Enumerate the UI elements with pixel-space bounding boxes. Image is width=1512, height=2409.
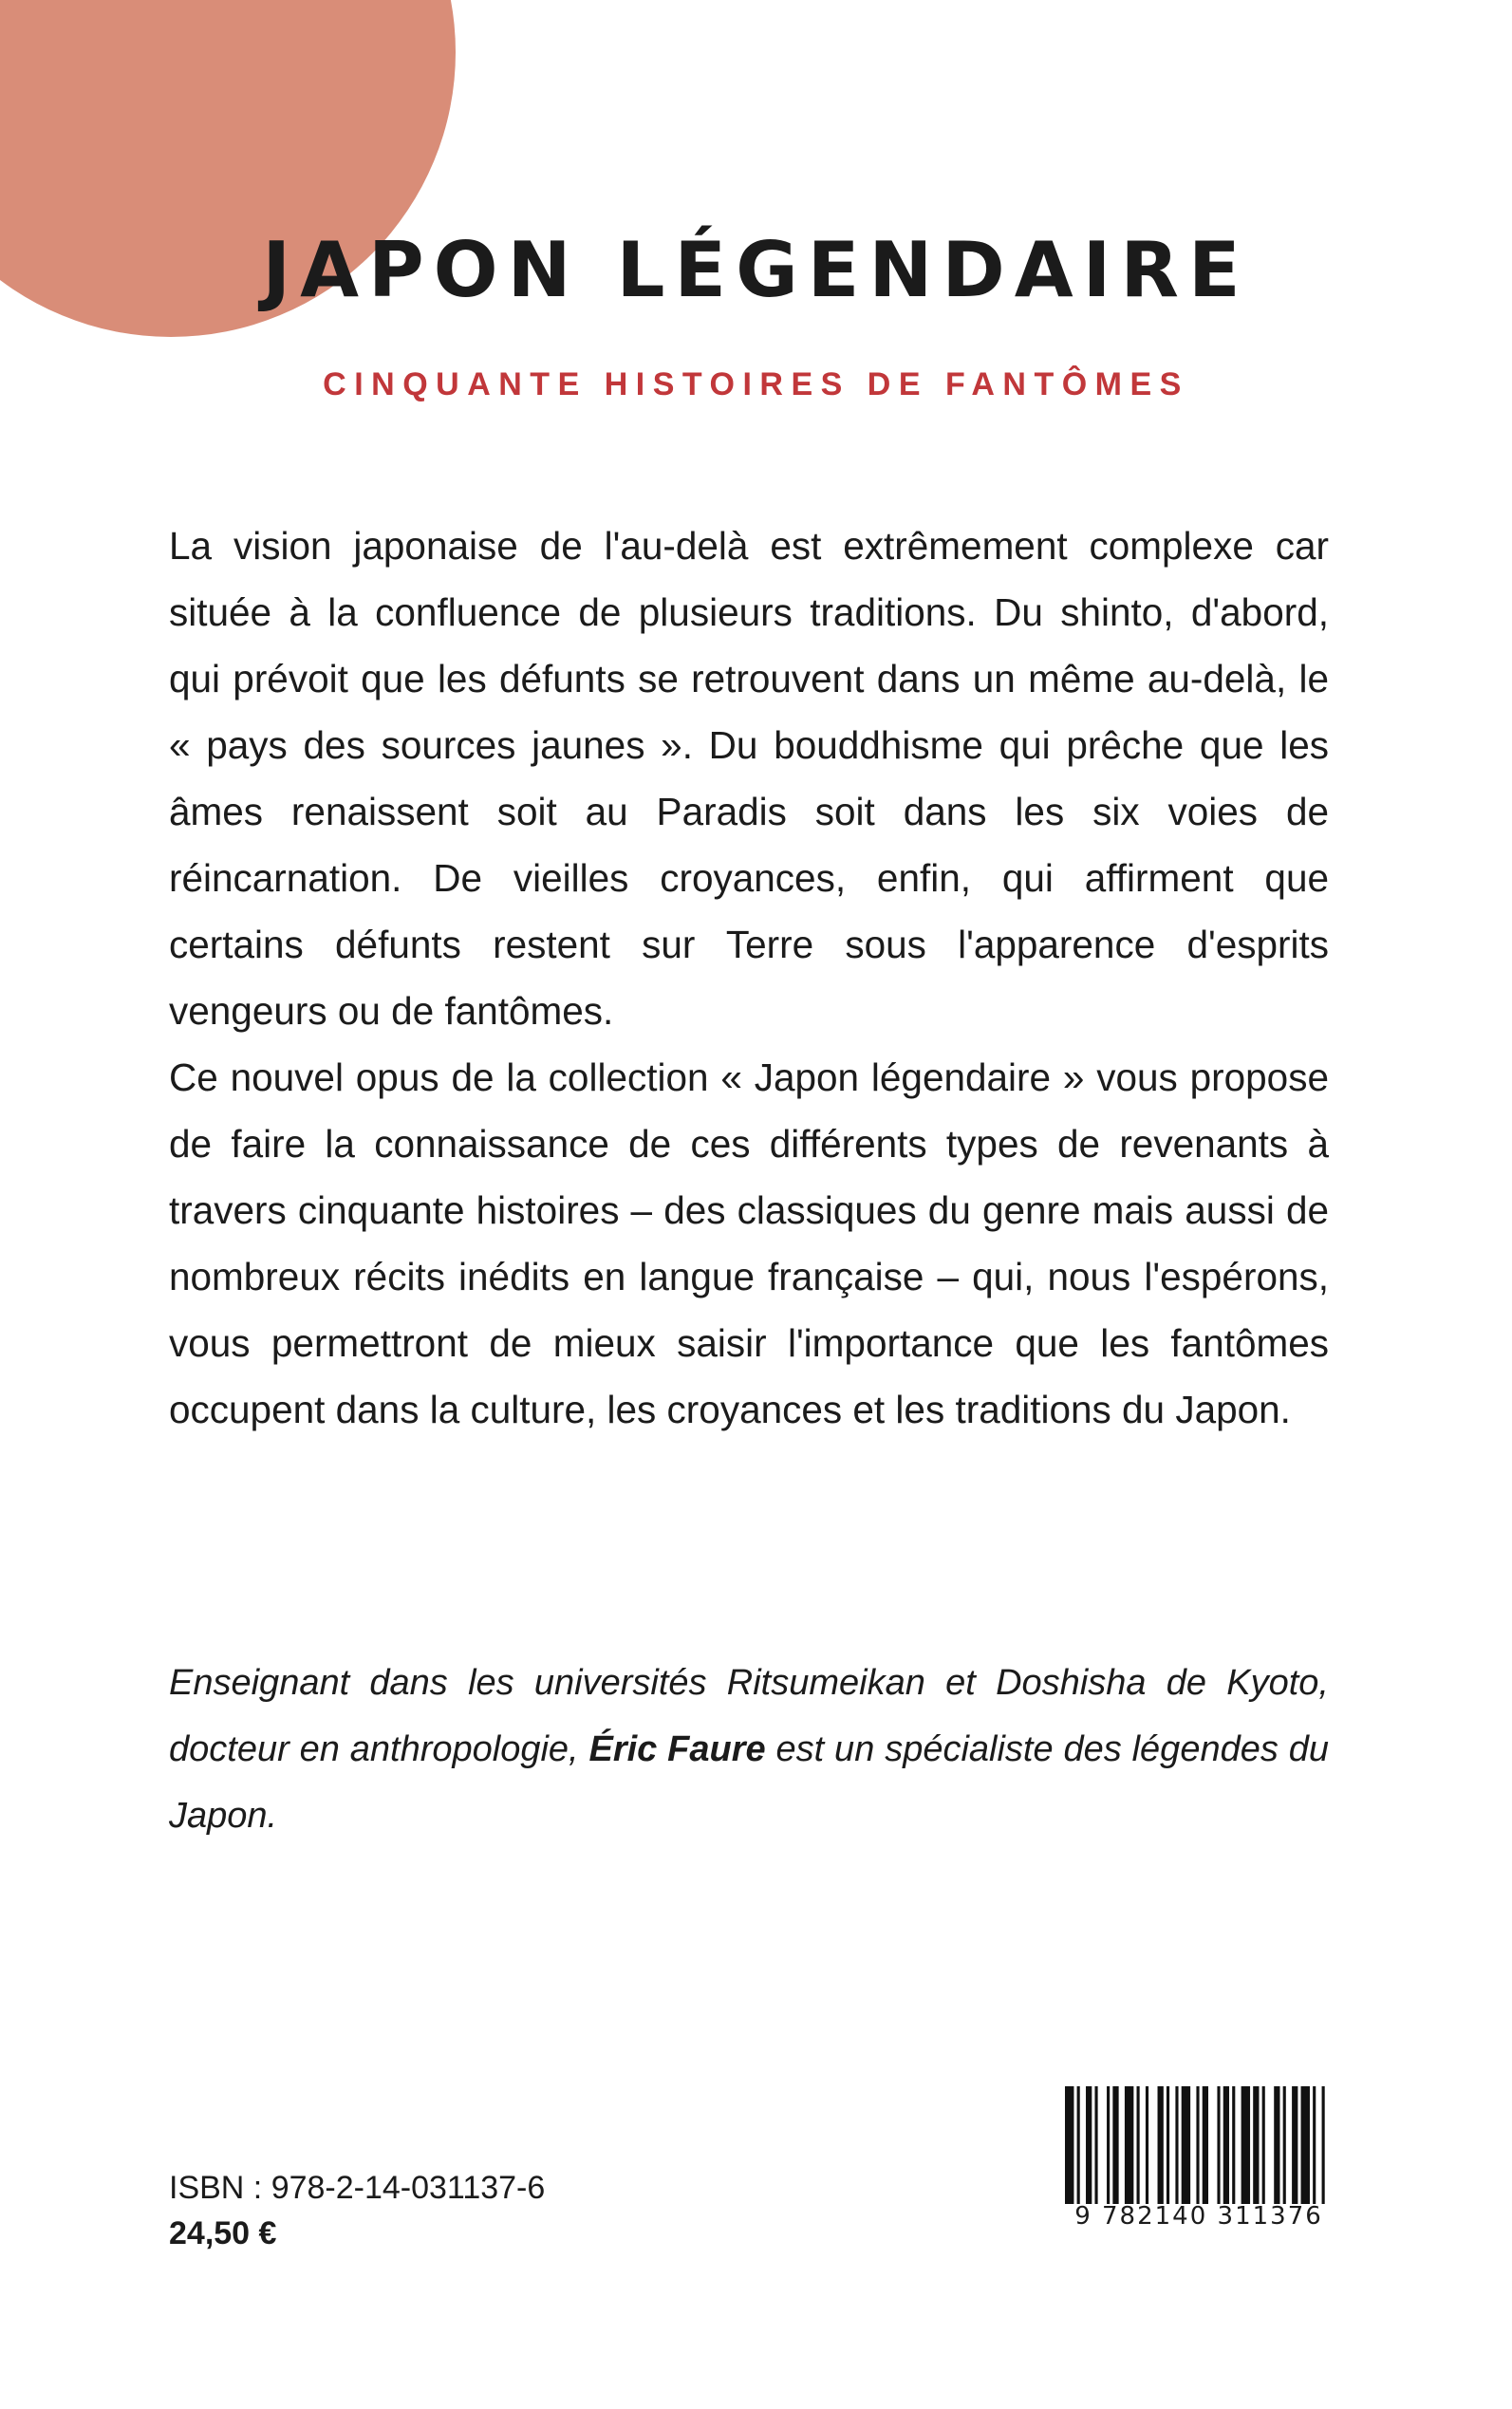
barcode-bar — [1292, 2086, 1297, 2219]
barcode-bar — [1175, 2086, 1178, 2219]
barcode-bar — [1146, 2086, 1148, 2219]
barcode-bar — [1241, 2086, 1250, 2219]
barcode-bar — [1137, 2086, 1140, 2219]
barcode-bar — [1223, 2086, 1229, 2219]
isbn-label: ISBN : 978-2-14-031137-6 — [169, 2170, 546, 2206]
barcode-bar — [1274, 2086, 1279, 2219]
author-bio-intro: Enseignant dans les universités Ritsumeikan et Doshisha de Kyoto, docteur en anthropologie, — [169, 1663, 1329, 1769]
price-label: 24,50 € — [169, 2215, 277, 2251]
barcode-bar — [1283, 2086, 1286, 2219]
barcode-bar — [1253, 2086, 1259, 2219]
barcode-bar — [1125, 2086, 1133, 2219]
barcode-bar — [1322, 2086, 1325, 2219]
barcode-bar — [1112, 2086, 1118, 2219]
description-paragraph-2: Ce nouvel opus de la collection « Japon légendaire » vous propose de faire la connaissance de ces différents types de revenants à travers cinquante histoires – des classiques du genre mais aussi de nombreux récits inédits en langue française – qui, nous l'espérons, vous permettront de mieux saisir l'importance que les fantômes occupent dans la culture, les croyances et les traditions du Japon. — [169, 1055, 1329, 1431]
barcode-bar — [1167, 2086, 1169, 2219]
barcode-bar — [1262, 2086, 1265, 2219]
barcode-bar — [1182, 2086, 1190, 2219]
barcode-number: 9 782140 311376 — [1061, 2204, 1336, 2229]
barcode-bar — [1158, 2086, 1164, 2219]
barcode-bar — [1077, 2086, 1080, 2219]
barcode — [1065, 2086, 1331, 2219]
barcode-bar — [1107, 2086, 1110, 2219]
barcode-bar — [1203, 2086, 1208, 2219]
barcode-bar — [1313, 2086, 1316, 2219]
barcode-bar — [1301, 2086, 1310, 2219]
author-bio-outro: est un spécialiste des légendes du Japon. — [169, 1729, 1329, 1836]
book-description — [169, 513, 1329, 1443]
book-title: JAPON LÉGENDAIRE — [262, 226, 1250, 314]
barcode-bar — [1217, 2086, 1220, 2219]
description-paragraph-1: La vision japonaise de l'au-delà est extrêmement complexe car située à la confluence de plusieurs traditions. Du shinto, d'abord, qui prévoit que les défunts se retrouvent dans un même au-delà, le « pays des sources jaunes ». Du bouddhisme qui prêche que les âmes renaissent soit au Paradis soit dans les six voies de réincarnation. De vieilles croyances, enfin, qui affirment que certains défunts restent sur Terre sous l'apparence d'esprits vengeurs ou de fantômes. — [169, 524, 1329, 1033]
author-name: Éric Faure — [588, 1729, 766, 1769]
barcode-bar — [1232, 2086, 1235, 2219]
author-bio — [169, 1650, 1329, 1849]
barcode-bar — [1196, 2086, 1199, 2219]
barcode-bar — [1086, 2086, 1092, 2219]
barcode-bar — [1094, 2086, 1097, 2219]
barcode-bar — [1065, 2086, 1073, 2219]
book-subtitle: CINQUANTE HISTOIRES DE FANTÔMES — [323, 366, 1189, 402]
